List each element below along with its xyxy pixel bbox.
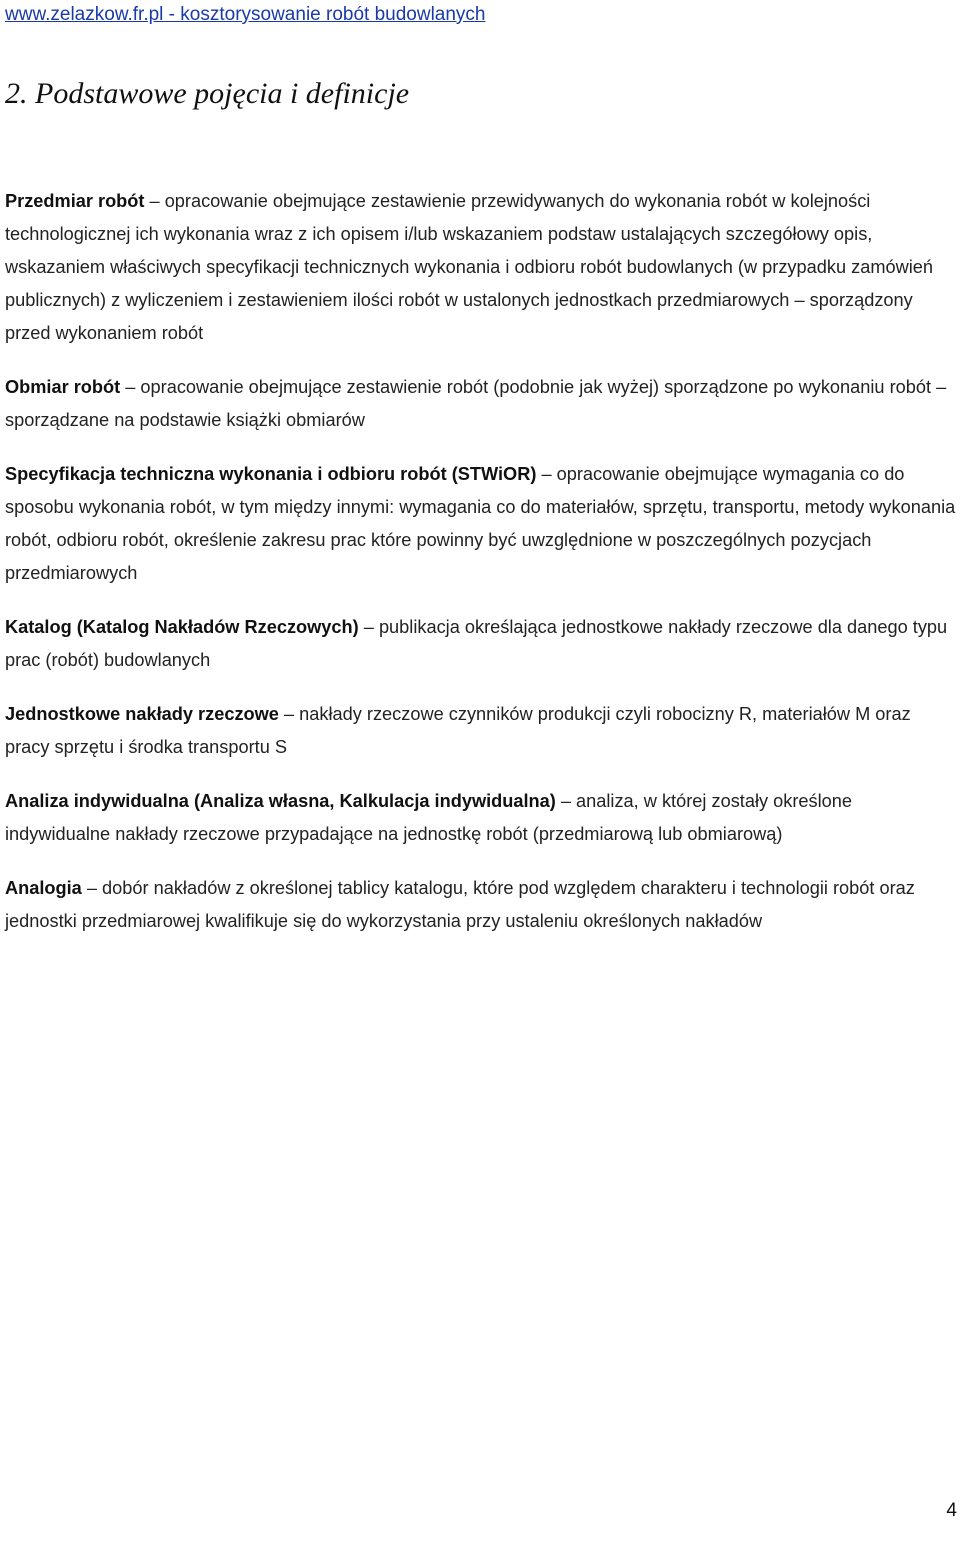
definition-text: – analiza, w której zostały określone indywidualne nakłady rzeczowe przypadające na jednostkę robót (przedmiarową lub obmiarową) xyxy=(5,791,853,844)
definition-text: – opracowanie obejmujące zestawienie przewidywanych do wykonania robót w kolejności technologicznej ich wykonania wraz z ich opisem i/lub wskazaniem podstaw ustalających szczegółowy opis, wskazaniem właściwych specyfikacji technicznych wykonania i odbioru robót budowlanych (w przypadku zamówień publicznych) z wyliczeniem i zestawieniem ilości robót w ustalonych jednostkach przedmiarowych – sporządzony przed wykonaniem robót xyxy=(5,191,933,343)
definition-text: – publikacja określająca jednostkowe nakłady rzeczowe dla danego typu prac (robót) budowlanych xyxy=(5,617,948,670)
definition-term: Analogia xyxy=(5,878,82,898)
definition-specyfikacja xyxy=(5,458,957,590)
definition-text: – dobór nakładów z określonej tablicy katalogu, które pod względem charakteru i technologii robót oraz jednostki przedmiarowej kwalifikuje się do wykorzystania przy ustaleniu określonych nakładów xyxy=(5,878,915,931)
definition-term: Analiza indywidualna (Analiza własna, Kalkulacja indywidualna) xyxy=(5,791,556,811)
definition-text: – opracowanie obejmujące zestawienie robót (podobnie jak wyżej) sporządzone po wykonaniu robót – sporządzane na podstawie książki obmiarów xyxy=(5,377,947,430)
definition-jednostkowe-naklady xyxy=(5,698,957,764)
definition-obmiar xyxy=(5,371,957,437)
website-header-link[interactable]: www.zelazkow.fr.pl - kosztorysowanie robót budowlanych xyxy=(5,4,486,25)
chapter-title: 2. Podstawowe pojęcia i definicje xyxy=(5,77,410,110)
definition-term: Przedmiar robót xyxy=(5,191,145,211)
definition-text: – nakłady rzeczowe czynników produkcji czyli robocizny R, materiałów M oraz pracy sprzętu i środka transportu S xyxy=(5,704,911,757)
definitions-list xyxy=(5,185,957,959)
definition-text: – opracowanie obejmujące wymagania co do sposobu wykonania robót, w tym między innymi: wymagania co do materiałów, sprzętu, transportu, metody wykonania robót, odbioru robót, określenie zakresu prac które powinny być uwzględnione w poszczególnych pozycjach przedmiarowych xyxy=(5,464,956,583)
definition-term: Katalog (Katalog Nakładów Rzeczowych) xyxy=(5,617,359,637)
page-number: 4 xyxy=(946,1500,957,1521)
definition-term: Obmiar robót xyxy=(5,377,121,397)
definition-term: Specyfikacja techniczna wykonania i odbioru robót (STWiOR) xyxy=(5,464,537,484)
definition-analiza-indywidualna xyxy=(5,785,957,851)
definition-term: Jednostkowe nakłady rzeczowe xyxy=(5,704,279,724)
definition-przedmiar xyxy=(5,185,957,350)
definition-analogia xyxy=(5,872,957,938)
definition-katalog xyxy=(5,611,957,677)
